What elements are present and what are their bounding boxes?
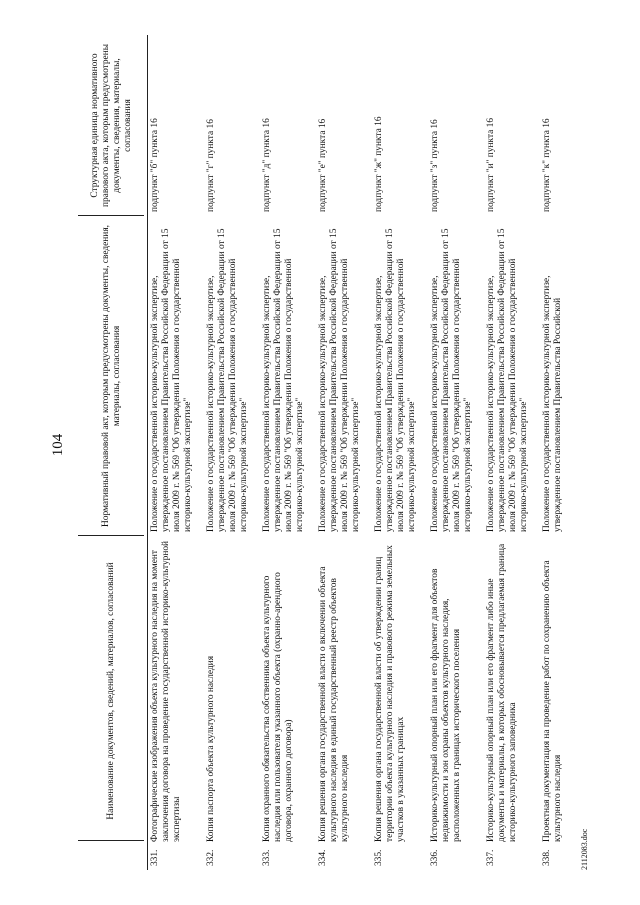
structural-unit: подпункт "б" пункта 16 [150, 118, 160, 212]
table-row [540, 35, 596, 870]
row-number: 334. [317, 849, 328, 866]
column-header-structural-unit: Структурная единица нормативного правового акта, которым предусмотрены документы, сведения, материалы, согласования [78, 35, 148, 216]
document-name: Фотографические изображения объекта культурного наследия на момент заключения договора на проведение государственной историко-культурной экспертизы [150, 540, 183, 842]
legal-act: Положение о государственной историко-культурной экспертизе, утвержденное постановлением Правительства Российской Федерации от 15 июля 2009 г. № 569 "Об утверждении Положения о государственной историко-культурной экспертизе" [317, 228, 361, 532]
table-row [372, 35, 428, 870]
column-header-documents: Наименование документов, сведений, материалов, согласований [78, 536, 148, 846]
legal-act: Положение о государственной историко-культурной экспертизе, утвержденное постановлением Правительства Российской Федерации от 15 июля 2009 г. № 569 "Об утверждении Положения о государственной историко-культурной экспертизе" [485, 228, 529, 532]
page-number: 104 [50, 433, 66, 457]
column-header-legal-act: Нормативный правовой акт, которым предусмотрены документы, сведения, материалы, согласования [78, 216, 148, 536]
column-header-number [78, 846, 148, 870]
row-number: 337. [485, 849, 496, 866]
legal-act: Положение о государственной историко-культурной экспертизе, утвержденное постановлением Правительства Российской Федерации от 15 июля 2009 г. № 569 "Об утверждении Положения о государственной историко-культурной экспертизе" [373, 228, 417, 532]
document-name: Проектная документация на проведение работ по сохранению объекта культурного наследия [541, 560, 563, 842]
structural-unit: подпункт "ж" пункта 16 [373, 116, 384, 212]
document-name: Историко-культурный опорный план или его фрагмент для объектов недвижимости и зон охраны объектов культурного наследия, расположенных в границах исторического поселения [429, 568, 462, 842]
legal-act: Положение о государственной историко-культурной экспертизе, утвержденное постановлением Правительства Российской Федерации от 15 июля 2009 г. № 569 "Об утверждении Положения о государственной историко-культурной экспертизе" [150, 228, 194, 532]
row-number: 332. [205, 849, 216, 866]
document-file-code: 2112083.doc [580, 828, 589, 870]
structural-unit: подпункт "е" пункта 16 [317, 118, 328, 212]
structural-unit: подпункт "д" пункта 16 [261, 118, 272, 212]
documents-table [78, 35, 596, 870]
rotated-page [50, 35, 595, 870]
table-row [428, 35, 484, 870]
table-row [148, 35, 204, 870]
table-row [260, 35, 316, 870]
legal-act: Положение о государственной историко-культурной экспертизе, утвержденное постановлением Правительства Российской Федерации от 15 июля 2009 г. № 569 "Об утверждении Положения о государственной историко-культурной экспертизе" [429, 228, 473, 532]
row-number: 333. [261, 849, 272, 866]
table-header-row [78, 35, 148, 870]
legal-act: Положение о государственной историко-культурной экспертизе, утвержденное постановлением Правительства Российской [541, 275, 563, 532]
structural-unit: подпункт "и" пункта 16 [485, 117, 496, 212]
document-name: Копия паспорта объекта культурного наследия [205, 655, 216, 842]
table-row [316, 35, 372, 870]
row-number: 335. [373, 849, 384, 866]
table-row [484, 35, 540, 870]
row-number: 331. [150, 849, 160, 866]
table-row [204, 35, 260, 870]
document-name: Копия охранного обязательства собственника объекта культурного наследия или пользователя указанного объекта (охранно-арендного договора, охранного договора) [261, 572, 294, 842]
document-name: Историко-культурный опорный план или его фрагмент либо иные документы и материалы, в которых обосновывается предлагаемая граница историко-культурного заповедника [485, 543, 518, 842]
structural-unit: подпункт "з" пункта 16 [429, 119, 440, 212]
structural-unit: подпункт "г" пункта 16 [205, 119, 216, 212]
legal-act: Положение о государственной историко-культурной экспертизе, утвержденное постановлением Правительства Российской Федерации от 15 июля 2009 г. № 569 "Об утверждении Положения о государственной историко-культурной экспертизе" [261, 228, 305, 532]
row-number: 336. [429, 849, 440, 866]
row-number: 338. [541, 849, 552, 866]
document-name: Копия решения органа государственной власти об утверждении границ территории объекта культурного наследия и правового режима земельных участков в указанных границах [373, 545, 406, 842]
document-name: Копия решения органа государственной власти о включении объекта культурного наследия в единый государственный реестр объектов культурного наследия [317, 566, 350, 842]
legal-act: Положение о государственной историко-культурной экспертизе, утвержденное постановлением Правительства Российской Федерации от 15 июля 2009 г. № 569 "Об утверждении Положения о государственной историко-культурной экспертизе" [205, 228, 249, 532]
structural-unit: подпункт "к" пункта 16 [541, 118, 552, 212]
